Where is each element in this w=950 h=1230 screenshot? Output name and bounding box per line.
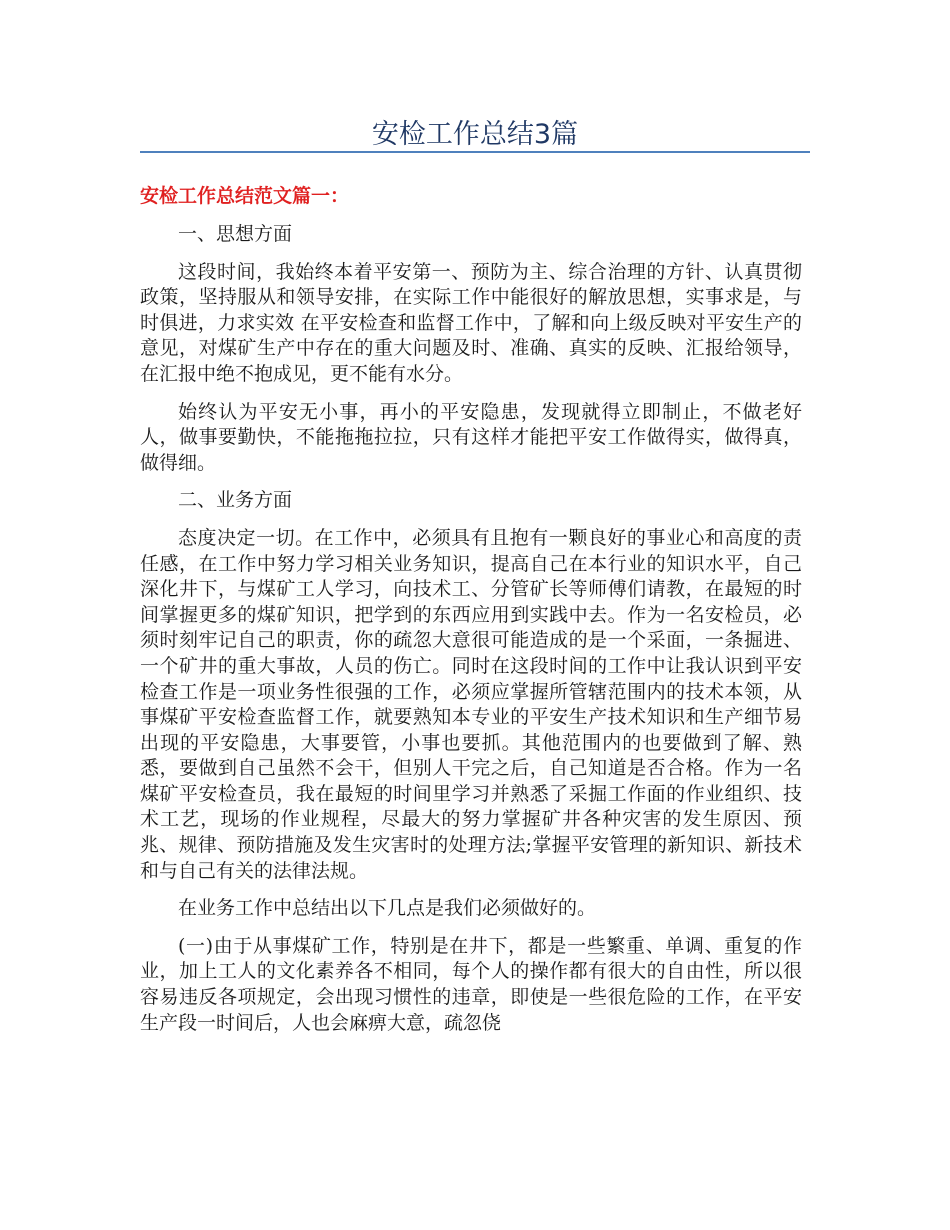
paragraph: (一)由于从事煤矿工作，特别是在井下，都是一些繁重、单调、重复的作业，加上工人的文化素养各不相同，每个人的操作都有很大的自由性，所以很容易违反各项规定，会出现习惯性的违章，即使是一些很危险的工作，在平安生产段一时间后，人也会麻痹大意，疏忽侥 <box>140 934 802 1034</box>
paragraph: 态度决定一切。在工作中，必须具有且抱有一颗良好的事业心和高度的责任感，在工作中努力学习相关业务知识，提高自己在本行业的知识水平，自己深化井下，与煤矿工人学习，向技术工、分管矿长等师傅们请教，在最短的时间掌握更多的煤矿知识，把学到的东西应用到实践中去。作为一名安检员，必须时刻牢记自己的职责，你的疏忽大意很可能造成的是一个采面，一条掘进、一个矿井的重大事故，人员的伤亡。同时在这段时间的工作中让我认识到平安检查工作是一项业务性很强的工作，必须应掌握所管辖范围内的技术本领，从事煤矿平安检查监督工作，就要熟知本专业的平安生产技术知识和生产细节易出现的平安隐患，大事要管，小事也要抓。其他范围内的也要做到了解、熟悉，要做到自己虽然不会干，但别人干完之后，自己知道是否合格。作为一名煤矿平安检查员，我在最短的时间里学习并熟悉了采掘工作面的作业组织、技术工艺，现场的作业规程，尽最大的努力掌握矿井各种灾害的发生原因、预兆、规律、预防措施及发生灾害时的处理方法;掌握平安管理的新知识、新技术和与自己有关的法律法规。 <box>140 526 802 882</box>
section-heading: 安检工作总结范文篇一： <box>140 185 350 207</box>
paragraph: 在业务工作中总结出以下几点是我们必须做好的。 <box>178 897 597 920</box>
paragraph: 始终认为平安无小事，再小的平安隐患，发现就得立即制止，不做老好人，做事要勤快，不能拖拖拉拉，只有这样才能把平安工作做得实，做得真，做得细。 <box>140 400 802 474</box>
title-divider <box>140 151 810 153</box>
document-title: 安检工作总结3篇 <box>371 119 579 150</box>
document-body <box>140 222 802 1048</box>
paragraph: 这段时间，我始终本着平安第一、预防为主、综合治理的方针、认真贯彻政策，坚持服从和领导安排，在实际工作中能很好的解放思想，实事求是，与时俱进，力求实效 在平安检查和监督工作中，了解和向上级反映对平安生产的意见，对煤矿生产中存在的重大问题及时、准确、真实的反映、汇报给领导，在汇报中绝不抱成见，更不能有水分。 <box>140 260 802 385</box>
heading-business: 二、业务方面 <box>178 489 293 512</box>
heading-thought: 一、思想方面 <box>178 223 293 245</box>
